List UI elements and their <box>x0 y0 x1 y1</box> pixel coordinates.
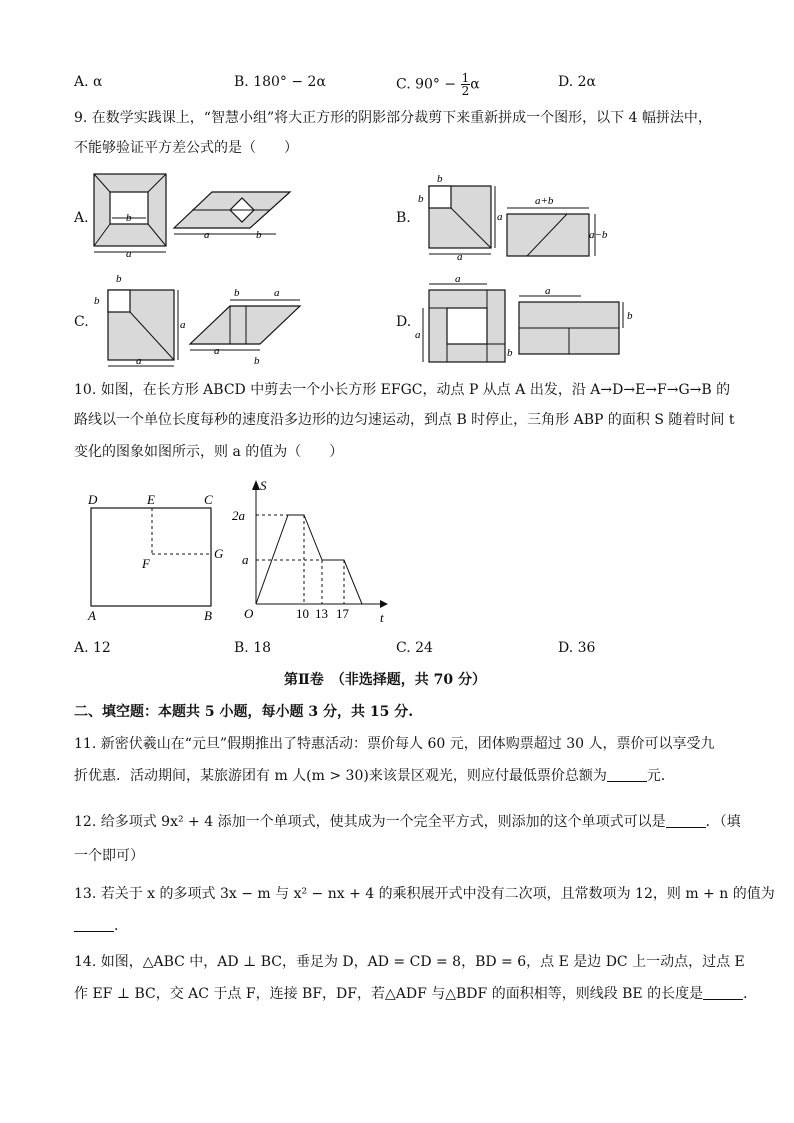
q9b-rectangle <box>507 214 589 256</box>
q14-line2: 作 EF ⊥ BC，交 AC 于点 F，连接 BF，DF，若△ADF 与△BDF 的面积相等，则线段 BE 的长度是 ． <box>74 986 758 1002</box>
q10-axis-s: S <box>260 478 267 493</box>
q10-y-2a: 2a <box>232 508 245 523</box>
q9d-a2-top: a <box>545 285 551 297</box>
q8-option-c: C. 90° − $\frac{1}{2}$ α <box>396 71 480 98</box>
q10-tick-10: 10 <box>296 606 309 621</box>
part2-heading: 二、填空题：本题共 5 小题，每小题 3 分，共 15 分. <box>74 704 414 720</box>
q9a-a2-label: a <box>204 229 210 241</box>
q9c-cutout <box>108 290 130 312</box>
q12-line1: 12. 给多项式 9x² + 4 添加一个单项式，使其成为一个完全平方式，则添加的这个单项式可以是 ．（填 <box>74 814 741 830</box>
q10-graph-line <box>256 515 362 604</box>
q11-answer-blank[interactable] <box>607 767 647 782</box>
q10-tick-17: 17 <box>336 606 349 621</box>
q9b-aminusb: a−b <box>589 229 608 241</box>
q8-option-d: D. 2α <box>558 74 596 90</box>
q14-answer-blank[interactable] <box>703 985 743 1000</box>
q10-option-c: C. 24 <box>396 640 433 656</box>
q10-origin: O <box>244 606 254 621</box>
q13-line2: ． <box>74 916 128 936</box>
q10-stem-line1: 10. 如图，在长方形 ABCD 中剪去一个小长方形 EFGC，动点 P 从点 A 出发，沿 A→D→E→F→G→B 的 <box>74 382 731 398</box>
q9-figure-a <box>90 170 390 260</box>
q10-y-a: a <box>242 552 249 567</box>
q9-label-d: D. <box>396 314 412 330</box>
q10-option-b: B. 18 <box>234 640 272 656</box>
q9-label-a: A. <box>74 210 89 226</box>
q10-rectangle-figure <box>86 490 246 640</box>
q9d-a-top: a <box>455 273 461 285</box>
q10-option-d: D. 36 <box>558 640 596 656</box>
q9b-a-bottom: a <box>457 251 463 263</box>
q10-point-d: D <box>88 492 98 507</box>
q13-line1: 13. 若关于 x 的多项式 3x − m 与 x² − nx + 4 的乘积展开式中没有二次项，且常数项为 12，则 m + n 的值为 <box>74 886 775 902</box>
q9c-b-top: b <box>116 273 122 285</box>
q9a-a-label: a <box>126 248 132 260</box>
q9c-a2-bottom: a <box>214 345 220 357</box>
q9-figure-b <box>415 172 615 262</box>
q10-point-a: A <box>88 608 96 623</box>
q9d-inner-square <box>447 308 487 344</box>
q10-point-b: B <box>204 608 212 623</box>
q9d-b2-side: b <box>627 310 633 322</box>
q10-stem-line2: 路线以一个单位长度每秒的速度沿多边形的边匀速运动，到点 B 时停止，三角形 ABP 的面积 S 随着时间 t <box>74 412 735 428</box>
q9-figure-c <box>90 270 390 370</box>
q9c-b-side: b <box>94 295 100 307</box>
q9-figure-d <box>415 272 645 372</box>
q13-answer-blank[interactable] <box>74 917 114 932</box>
q10-point-f: F <box>142 556 150 571</box>
q10-point-g: G <box>214 546 224 561</box>
q9d-a-side: a <box>415 329 421 341</box>
q10-tick-13: 13 <box>315 606 328 621</box>
q9-label-b: B. <box>396 210 411 226</box>
q9-label-c: C. <box>74 314 89 330</box>
q9a-b2-label: b <box>256 229 262 241</box>
q9c-a-side: a <box>180 319 186 331</box>
q10-rect-abcd <box>91 508 211 606</box>
q8-option-b: B. 180° − 2α <box>234 74 326 90</box>
q9d-b-side: b <box>507 347 513 359</box>
q9b-b-side: b <box>418 193 424 205</box>
q9b-b-top: b <box>437 173 443 185</box>
q9b-cutout <box>429 186 451 208</box>
q11-line1: 11. 新密伏羲山在“元旦”假期推出了特惠活动：票价每人 60 元，团体购票超过 30 人，票价可以享受九 <box>74 736 715 752</box>
q12-answer-blank[interactable] <box>666 813 706 828</box>
q9-stem-line2: 不能够验证平方差公式的是（ ） <box>74 140 298 156</box>
q9c-a2-top: a <box>274 287 280 299</box>
q8-option-a: A. α <box>74 74 103 90</box>
q9c-b2-bottom: b <box>254 355 260 367</box>
q10-axis-t: t <box>380 610 384 625</box>
q9b-a-side: a <box>497 211 503 223</box>
q9c-b2-top: b <box>234 287 240 299</box>
q10-point-c: C <box>204 492 213 507</box>
q10-point-e: E <box>147 492 155 507</box>
q14-line1: 14. 如图，△ABC 中，AD ⊥ BC，垂足为 D，AD = CD = 8，BD = 6，点 E 是边 DC 上一动点，过点 E <box>74 954 745 970</box>
q9b-aplusb: a+b <box>535 195 554 207</box>
q10-option-a: A. 12 <box>74 640 111 656</box>
q9c-a-bottom: a <box>136 355 142 367</box>
q11-line2: 折优惠．活动期间，某旅游团有 m 人(m > 30)来该景区观光，则应付最低票价总额为 元． <box>74 768 675 784</box>
q10-graph <box>230 478 390 628</box>
section2-title: 第Ⅱ卷 （非选择题，共 70 分） <box>284 672 487 688</box>
q10-stem-line3: 变化的图象如图所示，则 a 的值为（ ） <box>74 444 344 460</box>
q9c-parallelogram <box>190 306 300 344</box>
q12-line2: 一个即可） <box>74 848 144 864</box>
q9a-b-label: b <box>126 212 132 224</box>
q9-stem-line1: 9. 在数学实践课上，“智慧小组”将大正方形的阴影部分裁剪下来重新拼成一个图形，以下 4 幅拼法中， <box>74 110 712 126</box>
